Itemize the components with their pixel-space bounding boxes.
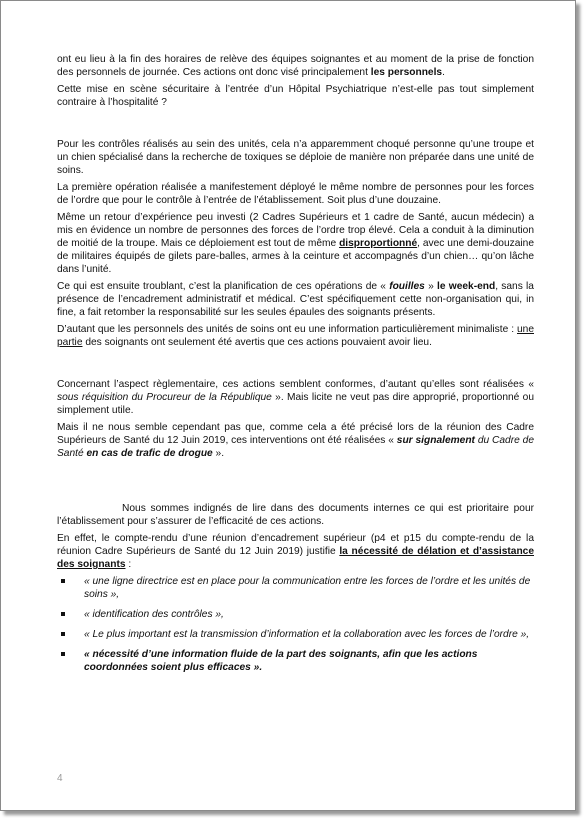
square-bullet-icon: [61, 632, 65, 636]
paragraph-regulatory-aspect: Concernant l’aspect règlementaire, ces actions semblent conformes, d’autant qu’elles sont réalisées « sous réquisition du Procureur de la République ». Mais licite ne veut pas dire approprié, proportionné ou simplement utile.: [57, 379, 534, 416]
quotes-list: [57, 575, 534, 674]
page-number: 4: [57, 773, 63, 784]
square-bullet-icon: [61, 612, 65, 616]
paragraph-staff-targeted: ont eu lieu à la fin des horaires de relève des équipes soignantes et au moment de la prise de fonction des personnels de journée. Ces actions ont donc visé principalement les personnels.: [57, 54, 534, 78]
list-item: « nécessité d’une information fluide de la part des soignants, afin que les actions coordonnées soient plus efficaces ».: [57, 648, 534, 674]
paragraph-signalement: Mais il ne nous semble cependant pas que, comme cela a été précisé lors de la réunion des Cadre Supérieurs de Santé du 12 Juin 2019, ces interventions ont été réalisées « sur signalement du Cadre de Santé en cas de trafic de drogue ».: [57, 422, 534, 459]
paragraph-first-operation: La première opération réalisée a manifestement déployé le même nombre de personnes pour les forces de l’ordre que pour le contrôle à l’entrée de l’établissement. Soit plus d’une douzaine.: [57, 182, 534, 206]
paragraph-minimal-information: D’autant que les personnels des unités de soins ont eu une information particulièrement minimaliste : une partie des soignants ont seulement été avertis que ces actions pouvaient avoir lieu.: [57, 324, 534, 348]
list-item: « une ligne directrice est en place pour la communication entre les forces de l’ordre et les unités de soins »,: [57, 575, 534, 601]
list-item: « identification des contrôles »,: [57, 608, 534, 621]
paragraph-indignation: Nous sommes indignés de lire dans des documents internes ce qui est prioritaire pour l’établissement pour s’assurer de l’efficacité de ces actions.: [57, 503, 534, 527]
paragraph-feedback: Même un retour d’expérience peu investi (2 Cadres Supérieurs et 1 cadre de Santé, aucun médecin) a mis en évidence un nombre de personnes des forces de l’ordre trop élevé. Cela a conduit à la diminution de moitié de la troupe. Mais ce déploiement est tout de même disproportionné, avec une demi-douzaine de militaires équipés de gilets pare-balles, armes à la ceinture et accompagnés d’un chien… qu’on lâche dans l’unité.: [57, 212, 534, 275]
paragraph-unit-controls: Pour les contrôles réalisés au sein des unités, cela n’a apparemment choqué personne qu’une troupe et un chien spécialisé dans la recherche de toxiques se déploie de manière non préparée dans une unité de soins.: [57, 139, 534, 176]
document-body: [57, 53, 534, 681]
square-bullet-icon: [61, 652, 65, 656]
paragraph-meeting-report: En effet, le compte-rendu d’une réunion d’encadrement supérieur (p4 et p15 du compte-rendu de la réunion Cadre Supérieurs de Santé du 12 Juin 2019) justifie la nécessité de délation et d’assistance des soignants :: [57, 533, 534, 570]
list-item: « Le plus important est la transmission d’information et la collaboration avec les forces de l’ordre »,: [57, 628, 534, 641]
paragraph-weekend-planning: Ce qui est ensuite troublant, c’est la planification de ces opérations de « fouilles » le week-end, sans la présence de l’encadrement administratif et médical. C’est spécifiquement cette non-organisation qui, in fine, a fait retomber la responsabilité sur les seules épaules des soignants présents.: [57, 281, 534, 318]
square-bullet-icon: [61, 579, 65, 583]
paragraph-hospitality-question: Cette mise en scène sécuritaire à l’entrée d’un Hôpital Psychiatrique n’est-elle pas tout simplement contraire à l’hospitalité ?: [57, 84, 534, 108]
